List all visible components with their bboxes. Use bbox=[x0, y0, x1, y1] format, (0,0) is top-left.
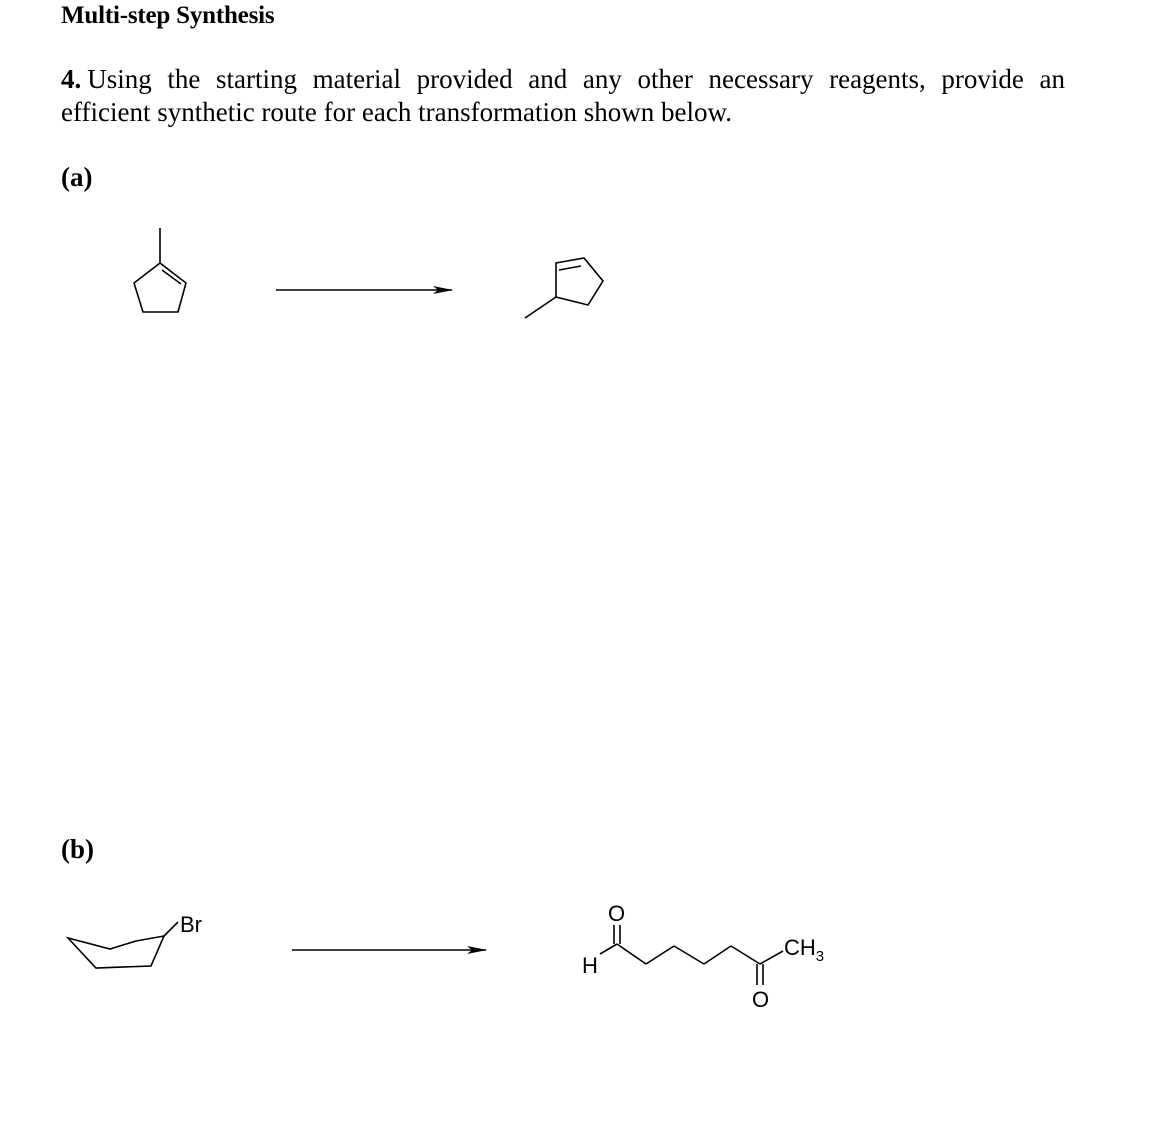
question-word: and bbox=[528, 64, 568, 94]
question-word: necessary bbox=[708, 64, 814, 94]
methyl-subscript: 3 bbox=[815, 948, 825, 965]
bromine-atom-label: Br bbox=[180, 912, 202, 937]
part-b-product bbox=[600, 925, 783, 985]
part-a-product bbox=[525, 258, 603, 318]
question-word: Using bbox=[87, 64, 152, 94]
question-word: reagents, bbox=[829, 64, 926, 94]
question-word: provided bbox=[416, 64, 513, 94]
question-word: any bbox=[582, 64, 622, 94]
part-a-label: (a) bbox=[61, 162, 93, 192]
question-word: the bbox=[167, 64, 201, 94]
aldehyde-oxygen-label: O bbox=[608, 901, 626, 926]
methyl-ch-text: CH bbox=[784, 935, 816, 960]
page-title: Multi-step Synthesis bbox=[61, 2, 275, 29]
question-word: other bbox=[637, 64, 693, 94]
question-word: material bbox=[312, 64, 402, 94]
part-b-starting-material bbox=[68, 922, 178, 968]
question-number: 4. bbox=[61, 64, 82, 94]
question-word: an bbox=[1039, 64, 1065, 94]
part-b-label: (b) bbox=[61, 834, 94, 864]
ketone-oxygen-label: O bbox=[752, 987, 770, 1012]
question-text-line-2: efficient synthetic route for each transformation shown below. bbox=[61, 97, 733, 127]
part-a-starting-material bbox=[134, 228, 186, 312]
question-word: provide bbox=[941, 64, 1024, 94]
aldehyde-hydrogen-label: H bbox=[582, 953, 598, 978]
question-word: starting bbox=[215, 64, 297, 94]
methyl-group-label bbox=[784, 935, 824, 965]
